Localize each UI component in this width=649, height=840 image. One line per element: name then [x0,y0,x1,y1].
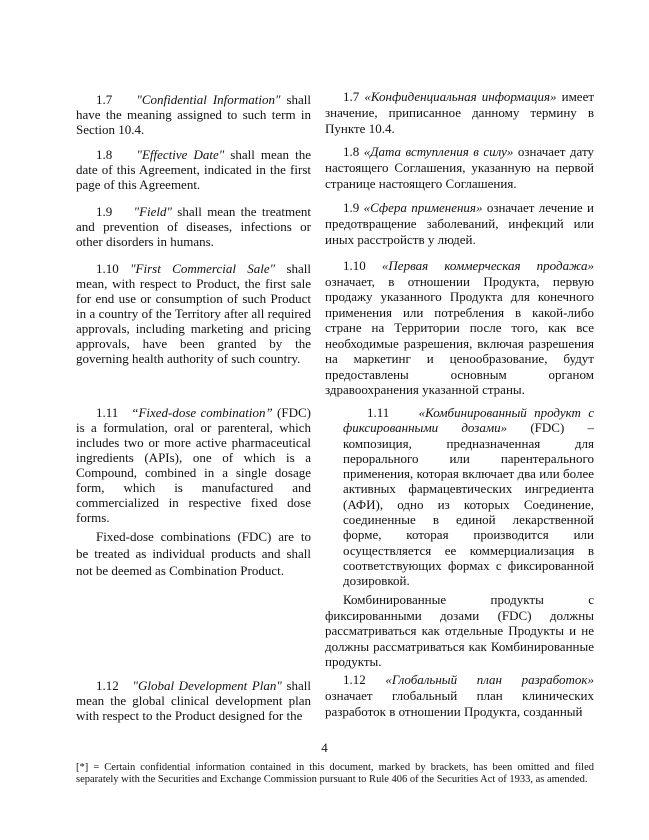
defined-term: «Конфиденциальная информация» [364,89,557,104]
defined-term: «Сфера применения» [363,200,483,215]
clause-1-11-ru [343,405,594,589]
clause-1-7-ru [325,89,594,137]
clause-1-11-en [76,405,311,525]
clause-1-8-en [76,147,311,192]
clause-number: 1.11 [367,405,390,420]
defined-term: "First Commercial Sale" [130,261,276,276]
fdc-note-ru [325,592,594,670]
clause-number: 1.8 [96,147,113,162]
clause-number: 1.7 [96,92,113,107]
clause-text: shall mean the global clinical development plan with respect to the Product designed for the [76,678,311,723]
clause-1-12-en [76,678,311,723]
clause-text: Fixed-dose combinations (FDC) are to be treated as individual products and shall not be deemed as Combination Product. [76,529,311,578]
fdc-note-en [76,528,311,579]
clause-text: shall mean the treatment and prevention of diseases, infections or other disorders in humans. [76,204,311,249]
clause-text: (FDC) – композиция, предназначенная для перорального или парентерального применения, которая включает два или более активных фармацевтических ингредиента (АФИ), одно из которых Соединение, соединенные в единой лекарственной форме, которая производится или осуществляется ее коммерциализация в соответствующих формах с фиксированной дозировкой. [343,420,594,589]
clause-text: означает лечение и предотвращение заболеваний, инфекций или иных расстройств у людей. [325,200,594,247]
clause-number: 1.8 [343,144,360,159]
defined-term: "Field" [133,204,172,219]
clause-number: 1.9 [96,204,113,219]
clause-body [343,405,594,589]
clause-text: означает дату настоящего Соглашения, указанную на первой странице настоящего Соглашения. [325,144,594,191]
clause-text: (FDC) is a formulation, oral or parenteral, which includes two or more active pharmaceutical ingredients (APIs), one of which is a Compound, combined in a single dosage form, which is manufactured and commercialized in respective fixed dose forms. [76,405,311,525]
defined-term: "Effective Date" [136,147,225,162]
clause-number: 1.10 [343,258,366,273]
page-number: 4 [321,740,328,755]
clause-number: 1.11 [96,405,119,420]
clause-text: Комбинированные продукты с фиксированными дозами (FDC) должны рассматриваться как отдельные Продукты и не должны рассматриваться как Комбинированные продукты. [325,592,594,669]
defined-term: «Дата вступления в силу» [363,144,514,159]
defined-term: “Fixed-dose combination” [131,405,273,420]
clause-text: означает, в отношении Продукта, первую продажу указанного Продукта для конечного применения или потребления в какой-либо стране на Территории после того, как все необходимые разрешения, включая разрешения на маркетинг и ценообразование, будут предоставлены основным органом здравоохранения указанной страны. [325,273,594,397]
clause-text: означает глобальный план клинических разработок в отношении Продукта, созданный [325,688,594,719]
clause-1-10-en [76,261,311,366]
confidentiality-footnote: [*] = Certain confidential information contained in this document, marked by brackets, has been omitted and filed separately with the Securities and Exchange Commission pursuant to Rule 406 of the Securities Act of 1933, as amended. [76,762,594,785]
clause-text: shall mean, with respect to Product, the first sale for end use or consumption of such Product in a country of the Territory after all required approvals, including marketing and pricing approvals, have been granted by the governing health authority of such country. [76,261,311,366]
clause-number: 1.10 [96,261,119,276]
clause-1-9-en [76,204,311,249]
clause-1-7-en [76,92,311,137]
defined-term: «Первая коммерческая продажа» [381,258,594,273]
defined-term: «Глобальный план разработок» [385,672,594,687]
clause-1-12-ru [325,672,594,720]
defined-term: "Global Development Plan" [132,678,282,693]
clause-text: shall have the meaning assigned to such term in Section 10.4. [76,92,312,137]
clause-text: имеет значение, приписанное данному термину в Пункте 10.4. [325,89,595,136]
clause-1-8-ru [325,144,594,192]
defined-term: "Confidential Information" [136,92,281,107]
clause-1-10-ru [325,258,594,398]
clause-number: 1.7 [343,89,360,104]
clause-text: shall mean the date of this Agreement, indicated in the first page of this Agreement. [76,147,311,192]
defined-term: «Комбинированный продукт с фиксированными дозами» [343,405,594,436]
clause-number: 1.12 [343,672,366,687]
clause-1-9-ru [325,200,594,248]
clause-number: 1.9 [343,200,360,215]
clause-number: 1.12 [96,678,119,693]
